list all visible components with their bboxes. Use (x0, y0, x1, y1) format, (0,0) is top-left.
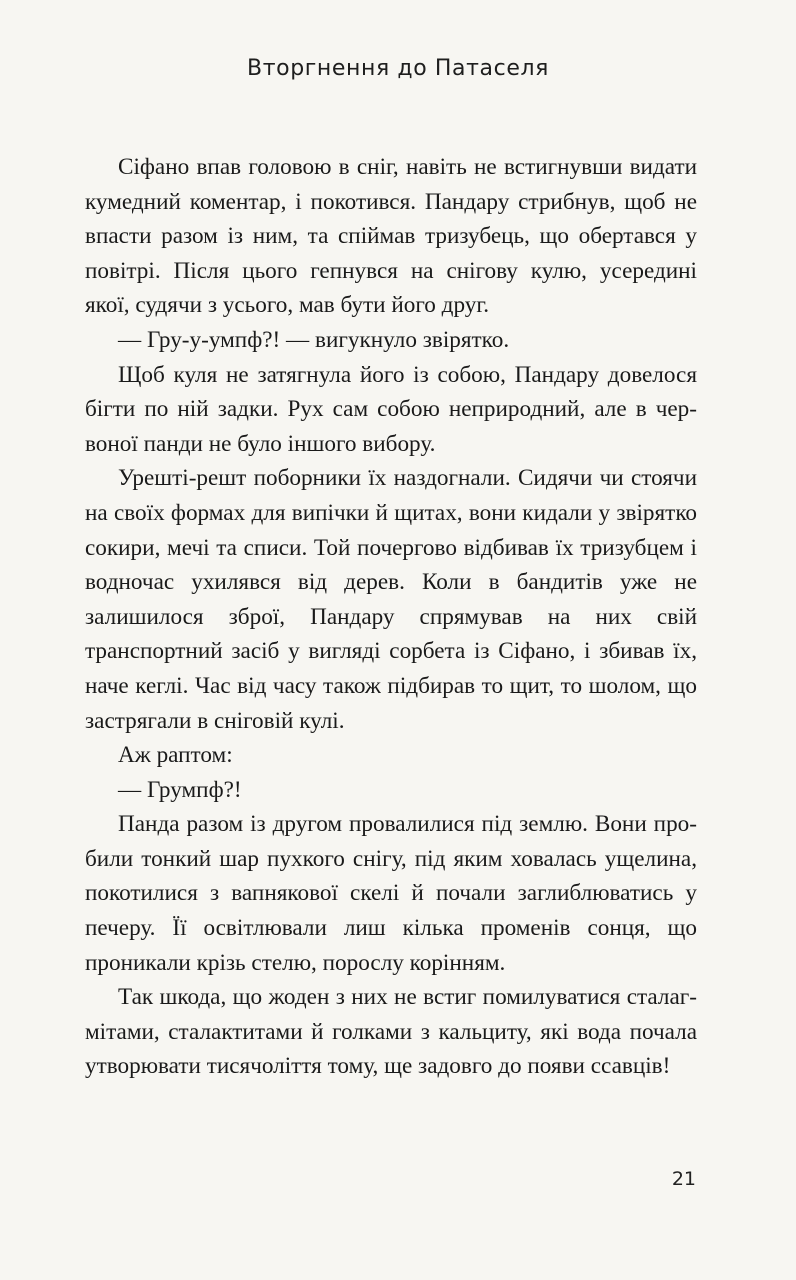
body-text (85, 150, 697, 1084)
paragraph: Сіфано впав головою в сніг, навіть не встигнувши видати кумедний коментар, і покотився. Пандару стрибнув, щоб не впасти разом із ним, та спіймав тризубець, що обертався у повітрі. Після цього гепнувся на снігову кулю, усередині якої, судячи з усього, мав бути його друг. (85, 154, 697, 319)
paragraph: Панда разом із другом провалилися під землю. Вони пробили тонкий шар пухкого снігу, під яким ховалась ущелина, покотилися з вапнякової скелі й почали заглиблюватись у печеру. Її освітлювали лиш кілька променів сонця, що проникали крізь стелю, порослу корінням. (85, 811, 697, 976)
paragraph: Так шкода, що жоден з них не встиг помилуватися сталагмітами, сталактитами й голками з кальциту, які вода почала утворювати тисячоліття тому, ще задовго до появи ссавців! (85, 984, 697, 1080)
paragraph: Урешті-решт поборники їх наздогнали. Сидячи чи стоячи на своїх формах для випічки й щитах, вони кидали у звірятко сокири, мечі та списи. Той почергово відбивав їх тризубцем і водночас ухилявся від дерев. Коли в бандитів уже не залишилося зброї, Пандару спрямував на них свій транспортний засіб у вигляді сорбета із Сіфано, і збивав їх, наче кеглі. Час від часу також підбирав то щит, то шолом, що застрягали в сніговій кулі. (85, 465, 697, 734)
paragraph: Щоб куля не затягнула його із собою, Пандару довелося бігти по ній задки. Рух сам собою неприродний, але в червоної панди не було іншого вибору. (85, 361, 697, 457)
paragraph: — Грумпф?! (118, 776, 242, 803)
page-number: 21 (671, 1168, 696, 1190)
running-title: Вторгнення до Патаселя (247, 56, 549, 81)
paragraph: Аж раптом: (118, 742, 233, 769)
paragraph: — Гру-у-умпф?! — вигукнуло звірятко. (118, 326, 510, 353)
